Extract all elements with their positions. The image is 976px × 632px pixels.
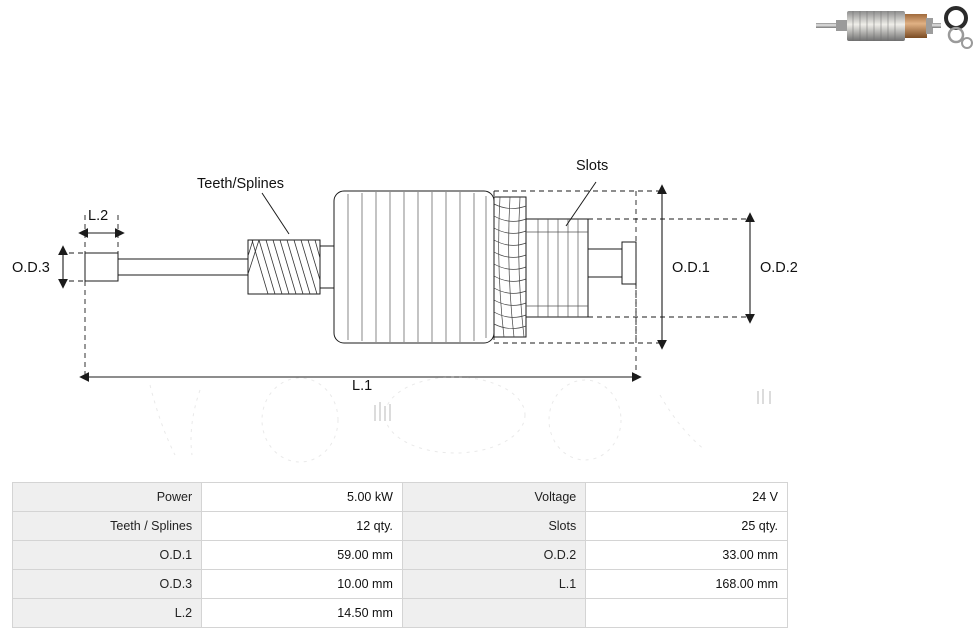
spec-label: O.D.3	[13, 570, 202, 599]
callout-od2: O.D.2	[760, 260, 798, 276]
spec-value: 168.00 mm	[586, 570, 788, 599]
callout-l1: L.1	[352, 378, 373, 394]
table-row	[13, 483, 788, 512]
spec-value: 12 qty.	[202, 512, 403, 541]
shaft-tip	[85, 253, 118, 281]
specification-table	[12, 482, 788, 628]
teeth-leader	[262, 193, 289, 234]
callout-od1: O.D.1	[672, 260, 710, 276]
spec-label: Voltage	[402, 483, 585, 512]
table-row	[13, 570, 788, 599]
spec-value: 5.00 kW	[202, 483, 403, 512]
table-row	[13, 541, 788, 570]
spec-label: L.1	[402, 570, 585, 599]
rear-shaft	[588, 249, 622, 277]
spec-label: L.2	[13, 599, 202, 628]
spec-label: O.D.2	[402, 541, 585, 570]
rear-end-ring	[622, 242, 636, 284]
callout-l2: L.2	[88, 208, 109, 224]
shaft-middle	[118, 259, 248, 275]
callout-teeth-splines: Teeth/Splines	[197, 176, 285, 192]
spec-label: O.D.1	[13, 541, 202, 570]
table-row	[13, 512, 788, 541]
shaft-collar	[320, 246, 334, 288]
callout-slots: Slots	[576, 158, 609, 174]
callout-od3: O.D.3	[12, 260, 50, 276]
spec-label: Slots	[402, 512, 585, 541]
spec-value: 33.00 mm	[586, 541, 788, 570]
spec-value: 25 qty.	[586, 512, 788, 541]
spec-label: Teeth / Splines	[13, 512, 202, 541]
spec-value: 10.00 mm	[202, 570, 403, 599]
spec-label: Power	[13, 483, 202, 512]
spec-value: 24 V	[586, 483, 788, 512]
armature-core	[334, 191, 494, 343]
armature-photo-thumbnail[interactable]	[810, 2, 970, 50]
spec-value-empty	[586, 599, 788, 628]
spec-label-empty	[402, 599, 585, 628]
commutator	[526, 219, 588, 317]
spec-value: 14.50 mm	[202, 599, 403, 628]
armature-line-drawing	[0, 60, 976, 394]
spec-value: 59.00 mm	[202, 541, 403, 570]
background-watermark	[0, 375, 976, 475]
table-row	[13, 599, 788, 628]
